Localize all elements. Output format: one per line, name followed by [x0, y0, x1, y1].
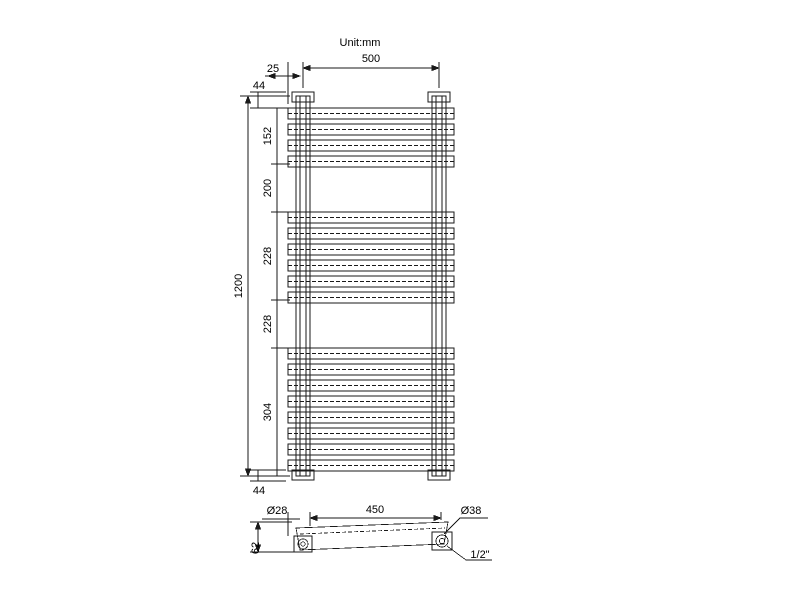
- dim-top-44: [250, 92, 286, 108]
- front-right-vertical-rail: [432, 96, 446, 476]
- dim-label-height-62: 62: [250, 541, 262, 555]
- flat-bar-group-bottom: [288, 348, 454, 471]
- bottom-mount-caps: [292, 470, 450, 480]
- flat-bar-group-middle: [288, 212, 454, 303]
- dim-width-500: [303, 62, 439, 88]
- dim-label-top-44: 44: [252, 80, 266, 92]
- dim-label-thread-half-inch: 1/2": [470, 549, 490, 561]
- dim-label-diameter-38: Ø38: [460, 505, 482, 517]
- unit-label: Unit:mm: [339, 37, 381, 49]
- dim-label-width-450: 450: [365, 504, 385, 516]
- dim-label-diameter-28: Ø28: [266, 505, 288, 517]
- dim-label-segment-304: 304: [262, 402, 274, 422]
- dim-label-segment-152: 152: [262, 126, 274, 146]
- leader-diameter-38: [444, 518, 488, 534]
- flat-bar-group-top: [288, 108, 454, 167]
- dim-label-offset-25: 25: [266, 63, 280, 75]
- dim-label-bottom-44: 44: [252, 485, 266, 497]
- dim-label-total-height-1200: 1200: [233, 273, 245, 299]
- dim-label-width-500: 500: [361, 53, 381, 65]
- dim-label-segment-228-upper: 228: [262, 246, 274, 266]
- top-mount-caps: [292, 92, 450, 102]
- front-left-vertical-rail: [296, 96, 310, 476]
- dim-bottom-44: [250, 470, 286, 481]
- dim-label-segment-228-lower: 228: [262, 314, 274, 334]
- bottom-view-body: [296, 522, 448, 550]
- dim-label-segment-200: 200: [262, 178, 274, 198]
